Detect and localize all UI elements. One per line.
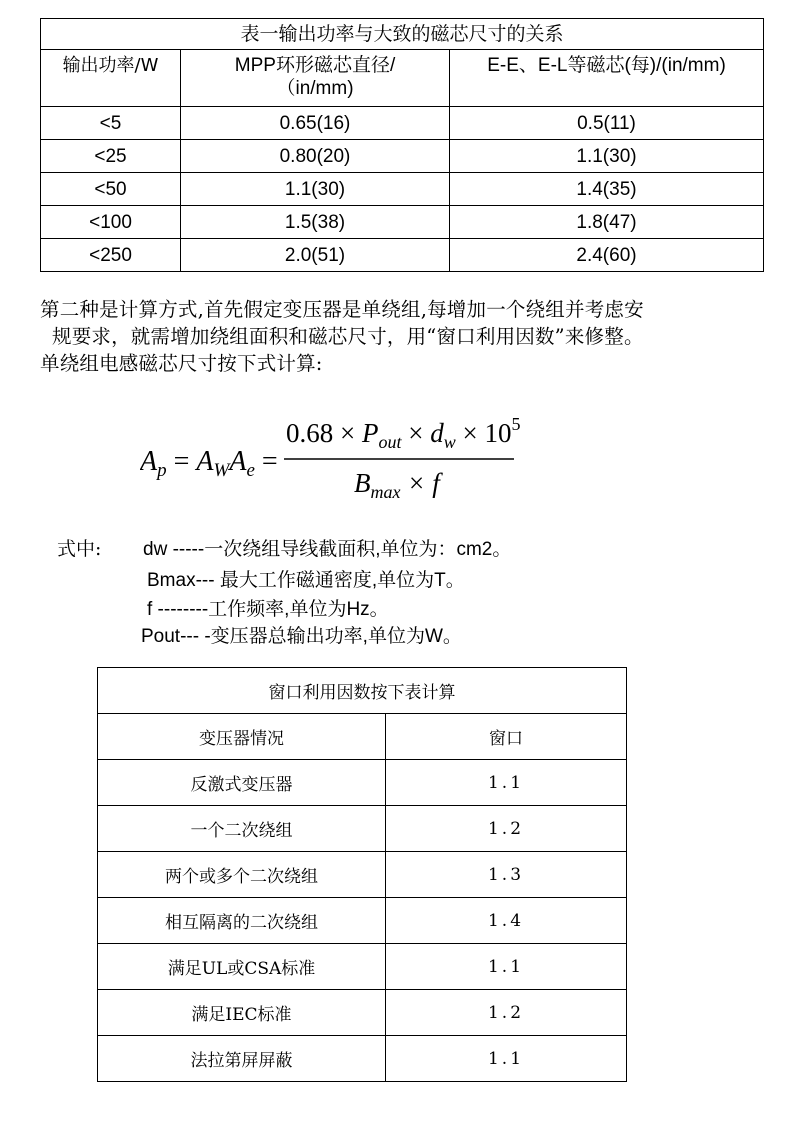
- table-row: [98, 806, 627, 852]
- table-header-row: [41, 50, 764, 107]
- formula-num-P: P: [361, 418, 379, 448]
- header-window: 窗口: [386, 714, 627, 760]
- formula-AW-A: A: [196, 446, 214, 477]
- cell-case: 相互隔离的二次绕组: [98, 898, 386, 944]
- cell-case: 满足UL或CSA标准: [98, 944, 386, 990]
- formula-num-out: out: [378, 432, 402, 452]
- formula-lhs-sub-p: p: [157, 460, 167, 481]
- header-ee-el-core: E-E、E-L等磁芯(每)/(in/mm): [450, 50, 764, 107]
- formula-num-times2: × 10: [455, 418, 512, 448]
- core-size-formula: [140, 408, 540, 508]
- cell-case: 反激式变压器: [98, 760, 386, 806]
- formula-equals-1: =: [173, 446, 190, 477]
- cell-window-value: 1.1: [386, 760, 627, 806]
- formula-Ae-sub: e: [246, 460, 255, 481]
- table-row: [98, 990, 627, 1036]
- variable-line-f: f --------工作频率,单位为Hz。: [147, 599, 389, 620]
- cell-window-value: 1.3: [386, 852, 627, 898]
- method-paragraph: [40, 296, 770, 377]
- cell-power: <250: [41, 239, 181, 272]
- table-row: [41, 239, 764, 272]
- table-row: [41, 173, 764, 206]
- table-row: [98, 1036, 627, 1082]
- cell-ee: 2.4(60): [450, 239, 764, 272]
- variable-line-dw: dw -----一次绕组导线截面积,单位为：cm2。: [143, 539, 512, 560]
- formula-svg: [140, 408, 540, 508]
- paragraph-line: 第二种是计算方式,首先假定变压器是单绕组,每增加一个绕组并考虑安: [40, 298, 644, 321]
- table-caption: 窗口利用因数按下表计算: [98, 668, 627, 714]
- formula-num-coef: 0.68 ×: [286, 418, 362, 448]
- formula-num-times1: ×: [401, 418, 431, 448]
- header-mpp-line2: （in/mm): [276, 78, 354, 99]
- cell-case: 法拉第屏屏蔽: [98, 1036, 386, 1082]
- variable-line-pout: Pout--- -变压器总输出功率,单位为W。: [141, 626, 462, 647]
- formula-den-f: × f: [400, 468, 440, 498]
- table-row: [98, 898, 627, 944]
- table-row: [98, 852, 627, 898]
- formula-den-max: max: [370, 482, 401, 502]
- cell-power: <100: [41, 206, 181, 239]
- cell-mpp: 1.1(30): [181, 173, 450, 206]
- cell-power: <25: [41, 140, 181, 173]
- cell-window-value: 1.2: [386, 806, 627, 852]
- cell-power: <5: [41, 107, 181, 140]
- table-row: [98, 760, 627, 806]
- variables-label: 式中:: [57, 538, 102, 560]
- cell-case: 满足IEC标准: [98, 990, 386, 1036]
- cell-mpp: 2.0(51): [181, 239, 450, 272]
- variable-line-bmax: Bmax--- 最大工作磁通密度,单位为T。: [147, 570, 465, 591]
- cell-power: <50: [41, 173, 181, 206]
- table-row: [98, 944, 627, 990]
- svg-text:0.68 × Pout × dw × 105: [286, 414, 520, 452]
- table-caption-row: [41, 19, 764, 50]
- cell-ee: 1.4(35): [450, 173, 764, 206]
- cell-window-value: 1.2: [386, 990, 627, 1036]
- cell-window-value: 1.4: [386, 898, 627, 944]
- svg-text:Ap = AWAe =: [140, 446, 278, 481]
- power-core-size-table: [40, 18, 764, 272]
- table-row: [41, 107, 764, 140]
- formula-num-exp: 5: [511, 414, 521, 434]
- formula-num-d: d: [430, 418, 444, 448]
- paragraph-line: 规要求，就需增加绕组面积和磁芯尺寸，用“窗口利用因数”来修整。: [52, 325, 644, 348]
- formula-AW-sub: W: [213, 460, 230, 481]
- svg-text:Bmax × f: [354, 468, 443, 502]
- cell-mpp: 0.80(20): [181, 140, 450, 173]
- header-transformer-case: 变压器情况: [98, 714, 386, 760]
- cell-window-value: 1.1: [386, 1036, 627, 1082]
- cell-window-value: 1.1: [386, 944, 627, 990]
- cell-mpp: 0.65(16): [181, 107, 450, 140]
- header-mpp-diameter: [181, 50, 450, 107]
- cell-mpp: 1.5(38): [181, 206, 450, 239]
- header-mpp-line1: MPP环形磁芯直径/: [234, 55, 396, 76]
- cell-ee: 1.1(30): [450, 140, 764, 173]
- cell-case: 两个或多个二次绕组: [98, 852, 386, 898]
- formula-Ae-A: A: [229, 446, 247, 477]
- table-caption-row: [98, 668, 627, 714]
- header-output-power: 输出功率/W: [41, 50, 181, 107]
- table-row: [41, 140, 764, 173]
- formula-num-w: w: [443, 432, 456, 452]
- paragraph-line: 单绕组电感磁芯尺寸按下式计算:: [40, 352, 323, 375]
- cell-case: 一个二次绕组: [98, 806, 386, 852]
- table-caption: 表一输出功率与大致的磁芯尺寸的关系: [41, 19, 764, 50]
- cell-ee: 1.8(47): [450, 206, 764, 239]
- formula-lhs-A: A: [140, 446, 158, 477]
- formula-equals-2: =: [261, 446, 278, 477]
- table-row: [41, 206, 764, 239]
- table-header-row: [98, 714, 627, 760]
- window-factor-table: [97, 667, 627, 1082]
- formula-den-B: B: [354, 468, 371, 498]
- cell-ee: 0.5(11): [450, 107, 764, 140]
